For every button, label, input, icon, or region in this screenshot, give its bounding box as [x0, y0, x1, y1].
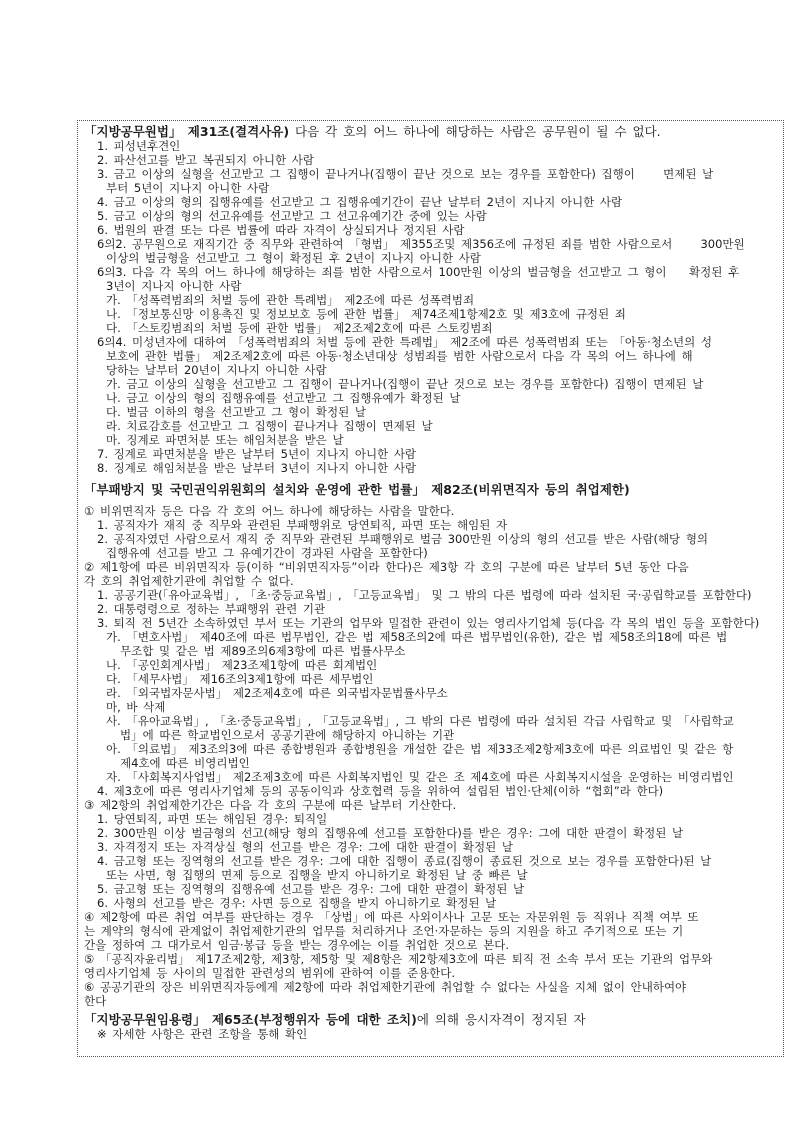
text-line: 5. 금고형 또는 징역형의 집행유예 선고를 받은 경우: 그에 대한 판결이 확정된 날	[97, 882, 525, 896]
text-line: 6의2. 공무원으로 재직기간 중 직무와 관련하여 「형법」 제355조및 제356조에 규정된 죄를 범한 사람으로서 300만원	[97, 237, 745, 251]
text-line: 6. 법원의 판결 또는 다른 법률에 따라 자격이 상실되거나 정지된 사람	[97, 223, 465, 237]
text-line: 는 계약의 형식에 관계없이 취업제한기관의 업무를 처리하거나 조언·자문하는 등의 지원을 하고 주기적으로 또는 기	[84, 924, 684, 938]
text-line: ③ 제2항의 취업제한기간은 다음 각 호의 구분에 따른 날부터 기산한다.	[84, 798, 457, 812]
text-line: 한다	[84, 994, 107, 1008]
text-line: 집행유예 선고를 받고 그 유예기간이 경과된 사람을 포함한다)	[106, 546, 428, 560]
text-line: 1. 공공기관(「유아교육법」, 「초·중등교육법」, 「고등교육법」 및 그 밖의 다른 법령에 따라 설치된 국·공립학교를 포함한다)	[97, 588, 752, 602]
text-line: 3년이 지나지 아니한 사람	[106, 279, 242, 293]
text-line: 제4호에 따른 비영리법인	[120, 756, 250, 770]
text-line: ⑥ 공공기관의 장은 비위면직자등에게 제2항에 따라 취업제한기관에 취업할 수 없다는 사실을 지체 없이 안내하여야	[84, 980, 687, 994]
text-line: 사. 「유아교육법」, 「초·중등교육법」, 「고등교육법」, 그 밖의 다른 법령에 따라 설치된 각급 사립학교 및 「사립학교	[106, 714, 734, 728]
text-line: 7. 징계로 파면처분을 받은 날부터 5년이 지나지 아니한 사람	[97, 447, 417, 461]
text-line: 나. 「공인회계사법」 제23조제1항에 따른 회계법인	[106, 658, 378, 672]
text-line: 이상의 벌금형을 선고받고 그 형이 확정된 후 2년이 지나지 아니한 사람	[106, 251, 481, 265]
text-line: 2. 300만원 이상 벌금형의 선고(해당 형의 집행유예 선고를 포함한다)를 받은 경우: 그에 대한 판결이 확정된 날	[97, 826, 684, 840]
text-line: 1. 피성년후견인	[97, 139, 181, 153]
text-line: 5. 금고 이상의 형의 선고유예를 선고받고 그 선고유예기간 중에 있는 사람	[97, 209, 487, 223]
text-line: ⑤ 「공직자윤리법」 제17조제2항, 제3항, 제5항 및 제8항은 제2항제3호에 따른 퇴직 전 소속 부서 또는 기관의 업무와	[84, 952, 713, 966]
text-line: 가. 금고 이상의 실형을 선고받고 그 집행이 끝나거나(집행이 끝난 것으로 보는 경우를 포함한다) 집행이 면제된 날	[106, 377, 704, 391]
text-line: 간을 정하여 그 대가로서 임금·봉급 등을 받는 경우에는 이를 취업한 것으로 본다.	[84, 938, 510, 952]
text-line: 무조합 및 같은 법 제89조의6제3항에 따른 법률사무소	[120, 644, 406, 658]
text-line: 2. 공직자였던 사람으로서 재직 중 직무와 관련된 부패행위로 벌금 300만원 이상의 형의 선고를 받은 사람(해당 형의	[97, 532, 709, 546]
section-jibang-gongmuwonbeop	[84, 125, 778, 475]
text-line: 1. 공직자가 재직 중 직무와 관련된 부패행위로 당연퇴직, 파면 또는 해임된 자	[97, 518, 508, 532]
text-line: 마. 징계로 파면처분 또는 해임처분을 받은 날	[106, 433, 344, 447]
text-line: 6. 사형의 선고를 받은 경우: 사면 등으로 집행을 받지 아니하기로 확정된 날	[97, 896, 497, 910]
law-text-box	[77, 120, 784, 1057]
text-line: ※ 자세한 사항은 관련 조항을 통해 확인	[97, 1027, 308, 1041]
text-line: 3. 자격정지 또는 자격상실 형의 선고를 받은 경우: 그에 대한 판결이 확정된 날	[97, 840, 513, 854]
section-bupae-bangji-beop	[84, 483, 778, 1008]
text-line: 8. 징계로 해임처분을 받은 날부터 3년이 지나지 아니한 사람	[97, 461, 417, 475]
text-line: 다. 벌금 이하의 형을 선고받고 그 형이 확정된 날	[106, 405, 366, 419]
text-line: 4. 제3호에 따른 영리사기업체 등의 공동이익과 상호협력 등을 위하여 설립된 법인·단체(이하 “협회”라 한다)	[97, 784, 664, 798]
text-line: 영리사기업체 등 사이의 밀접한 관련성의 범위에 관하여 이를 준용한다.	[84, 966, 456, 980]
title-bold-run: 「지방공무원법」 제31조(결격사유)	[84, 125, 290, 139]
text-line: 4. 금고 이상의 형의 집행유예를 선고받고 그 집행유예기간이 끝난 날부터 2년이 지나지 아니한 사람	[97, 195, 623, 209]
text-line: 다. 「세무사법」 제16조의3제1항에 따른 세무법인	[106, 672, 374, 686]
text-line: 마, 바 삭제	[106, 700, 166, 714]
text-line: 보호에 관한 법률」 제2조제2호에 따른 아동·청소년대상 성범죄를 범한 사람으로서 다음 각 목의 어느 하나에 해	[106, 349, 693, 363]
text-line: 4. 금고형 또는 징역형의 선고를 받은 경우: 그에 대한 집행이 종료(집행이 종료된 것으로 보는 경우를 포함한다)된 날	[97, 854, 712, 868]
title-text-run: 다음 각 호의 어느 하나에 해당하는 사람은 공무원이 될 수 없다.	[289, 125, 661, 139]
text-line: 가. 「성폭력범죄의 처벌 등에 관한 특례법」 제2조에 따른 성폭력범죄	[106, 293, 475, 307]
text-line: 각 호의 취업제한기관에 취업할 수 없다.	[84, 574, 294, 588]
text-line: 법」에 따른 학교법인으로서 공공기관에 해당하지 아니하는 기관	[120, 728, 455, 742]
text-line: 3. 금고 이상의 실형을 선고받고 그 집행이 끝나거나(집행이 끝난 것으로 보는 경우를 포함한다) 집행이 면제된 날	[97, 167, 714, 181]
section-title	[84, 125, 778, 139]
text-line: ② 제1항에 따른 비위면직자 등(이하 “비위면직자등”이라 한다)은 제3항 각 호의 구분에 따른 날부터 5년 동안 다음	[84, 560, 689, 574]
text-line: 또는 사면, 형 집행의 면제 등으로 집행을 받지 아니하기로 확정된 날 중 빠른 날	[106, 868, 528, 882]
text-line: 다. 「스토킹범죄의 처벌 등에 관한 법률」 제2조제2호에 따른 스토킹범죄	[106, 321, 493, 335]
text-line: 자. 「사회복지사업법」 제2조제3호에 따른 사회복지법인 및 같은 조 제4호에 따른 사회복지시설을 운영하는 비영리법인	[106, 770, 734, 784]
text-line: 부터 5년이 지나지 아니한 사람	[106, 181, 270, 195]
text-line: 2. 파산선고를 받고 복권되지 아니한 사람	[97, 153, 314, 167]
text-line: 6의3. 다음 각 목의 어느 하나에 해당하는 죄를 범한 사람으로서 100만원 이상의 벌금형을 선고받고 그 형이 확정된 후	[97, 265, 740, 279]
text-line: 1. 당연퇴직, 파면 또는 해임된 경우: 퇴직일	[97, 812, 328, 826]
section-title: 「부패방지 및 국민권익위원회의 설치와 운영에 관한 법률」 제82조(비위면직자 등의 취업제한)	[84, 483, 630, 497]
text-line: 아. 「의료법」 제3조의3에 따른 종합병원과 종합병원을 개설한 같은 법 제33조제2항제3호에 따른 의료법인 및 같은 항	[106, 742, 734, 756]
text-line: ① 비위면직자 등은 다음 각 호의 어느 하나에 해당하는 사람을 말한다.	[84, 504, 455, 518]
text-line: 당하는 날부터 20년이 지나지 아니한 사람	[106, 363, 327, 377]
title-bold-run: 「지방공무원임용령」 제65조(부정행위자 등에 대한 조치)	[84, 1013, 417, 1027]
text-line: 나. 금고 이상의 형의 집행유예를 선고받고 그 집행유예가 확정된 날	[106, 391, 461, 405]
text-line: 나. 「정보통신망 이용촉진 및 정보보호 등에 관한 법률」 제74조제1항제2호 및 제3호에 규정된 죄	[106, 307, 626, 321]
text-line: 라. 「외국법자문사법」 제2조제4호에 따른 외국법자문법률사무소	[106, 686, 448, 700]
text-line: 2. 대통령령으로 정하는 부패행위 관련 기관	[97, 602, 326, 616]
text-line: 가. 「변호사법」 제40조에 따른 법무법인, 같은 법 제58조의2에 따른 법무법인(유한), 같은 법 제58조의18에 따른 법	[106, 630, 728, 644]
text-line: 라. 치료감호를 선고받고 그 집행이 끝나거나 집행이 면제된 날	[106, 419, 433, 433]
text-line: 6의4. 미성년자에 대하여 「성폭력범죄의 처벌 등에 관한 특례법」 제2조에 따른 성폭력범죄 또는 「아동·청소년의 성	[97, 335, 712, 349]
text-line: ④ 제2항에 따른 취업 여부를 판단하는 경우 「상법」에 따른 사외이사나 고문 또는 자문위원 등 직위나 직책 여부 또	[84, 910, 699, 924]
text-line: 3. 퇴직 전 5년간 소속하였던 부서 또는 기관의 업무와 밀접한 관련이 있는 영리사기업체 등(다음 각 목의 법인 등을 포함한다)	[97, 616, 760, 630]
section-imyongryeong	[84, 1013, 778, 1041]
title-text-run: 에 의해 응시자격이 정지된 자	[416, 1013, 586, 1027]
section-title	[84, 1013, 778, 1027]
